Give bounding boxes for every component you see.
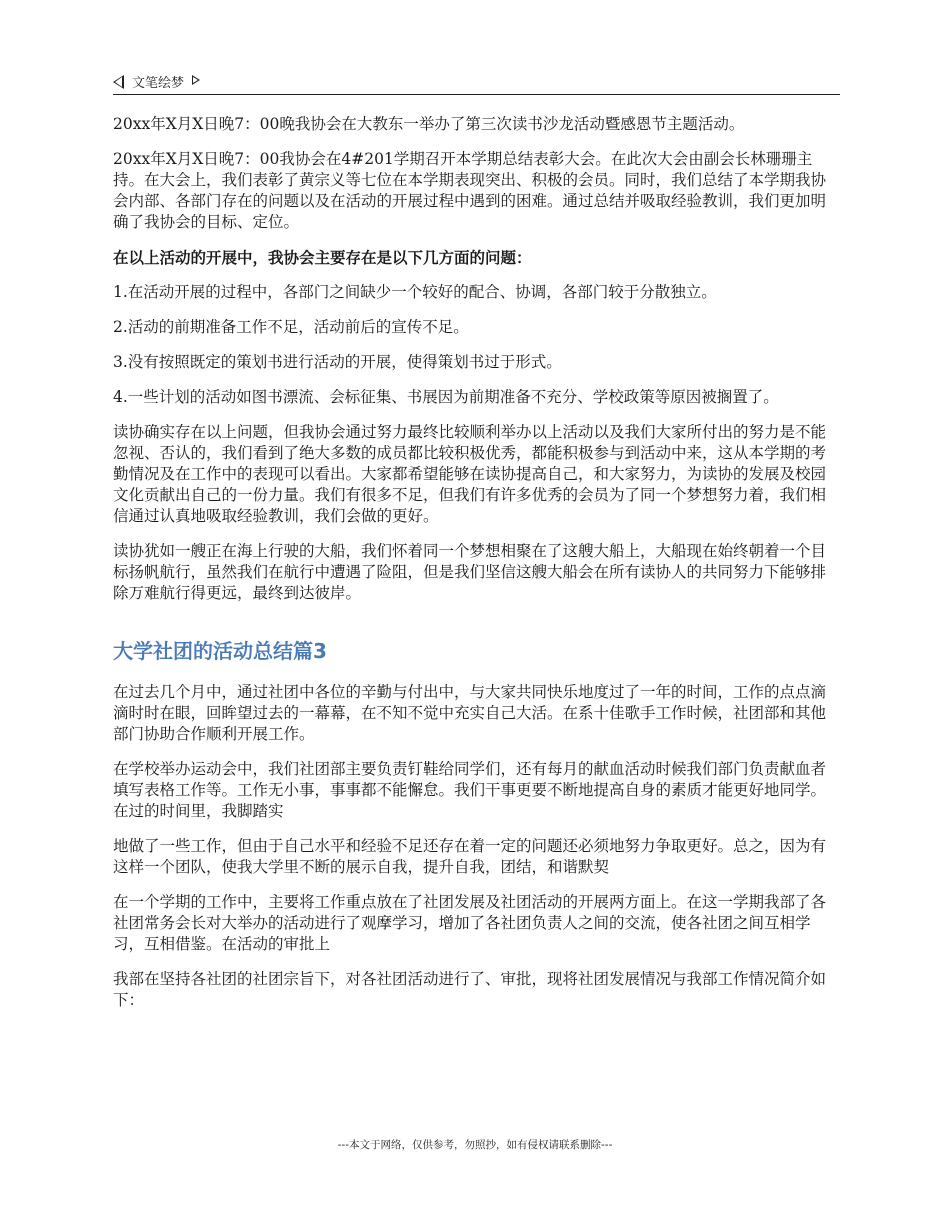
section-title: 大学社团的活动总结篇3 — [113, 639, 327, 663]
page-header — [113, 70, 840, 95]
issue-item: 1.在活动开展的过程中，各部门之间缺少一个较好的配合、协调，各部门较于分散独立。 — [113, 283, 717, 301]
brand-text: 文笔绘梦 — [132, 76, 185, 91]
paragraph: 20xx年X月X日晚7：00晚我协会在大教东一举办了第三次读书沙龙活动暨感恩节主题活动。 — [113, 115, 745, 133]
paragraph: 我部在坚持各社团的社团宗旨下，对各社团活动进行了、审批，现将社团发展情况与我部工作情况简介如下： — [113, 970, 827, 1009]
paragraph: 读协犹如一艘正在海上行驶的大船，我们怀着同一个梦想相聚在了这艘大船上，大船现在始终朝着一个目标扬帆航行，虽然我们在航行中遭遇了险阻，但是我们坚信这艘大船会在所有读协人的共同努力下能够排除万难航行得更远，最终到达彼岸。 — [113, 542, 827, 602]
issue-item: 3.没有按照既定的策划书进行活动的开展，使得策划书过于形式。 — [113, 353, 562, 371]
issues-heading: 在以上活动的开展中，我协会主要存在是以下几方面的问题： — [113, 248, 532, 267]
paragraph: 地做了一些工作，但由于自己水平和经验不足还存在着一定的问题还必须地努力争取更好。总之，因为有这样一个团队，使我大学里不断的展示自我，提升自我，团结，和谐默契 — [113, 837, 827, 876]
issue-item: 4.一些计划的活动如图书漂流、会标征集、书展因为前期准备不充分、学校政策等原因被搁置了。 — [113, 388, 779, 406]
paragraph: 在一个学期的工作中，主要将工作重点放在了社团发展及社团活动的开展两方面上。在这一学期我部了各社团常务会长对大举办的活动进行了观摩学习，增加了各社团负责人之间的交流，使各社团之间互相学习，互相借鉴。在活动的审批上 — [113, 893, 827, 953]
paragraph: 读协确实存在以上问题，但我协会通过努力最终比较顺利举办以上活动以及我们大家所付出的努力是不能忽视、否认的，我们看到了绝大多数的成员都比较积极优秀，都能积极参与到活动中来，这从本学期的考勤情况及在工作中的表现可以看出。大家都希望能够在读协提高自己，和大家努力，为读协的发展及校园文化贡献出自己的一份力量。我们有很多不足，但我们有许多优秀的会员为了同一个梦想努力着，我们相信通过认真地吸取经验教训，我们会做的更好。 — [113, 423, 827, 525]
document-body — [113, 114, 840, 1025]
header-brand — [113, 72, 200, 91]
paragraph: 20xx年X月X日晚7：00我协会在4#201学期召开本学期总结表彰大会。在此次大会由副会长林珊珊主持。在大会上，我们表彰了黄宗义等七位在本学期表现突出、积极的会员。同时，我们总结了本学期我协会内部、各部门存在的问题以及在活动的开展过程中遇到的困难。通过总结并吸取经验教训，我们更加明确了我协会的目标、定位。 — [113, 150, 827, 231]
paragraph: 在学校举办运动会中，我们社团部主要负责钉鞋给同学们，还有每月的献血活动时候我们部门负责献血者填写表格工作等。工作无小事，事事都不能懈怠。我们干事更要不断地提高自身的素质才能更好地同学。在过的时间里，我脚踏实 — [113, 760, 827, 820]
paragraph: 在过去几个月中，通过社团中各位的辛勤与付出中，与大家共同快乐地度过了一年的时间，工作的点点滴滴时时在眼，回眸望过去的一幕幕，在不知不觉中充实自己大活。在系十佳歌手工作时候，社团部和其他部门协助合作顺利开展工作。 — [113, 683, 827, 743]
issue-item: 2.活动的前期准备工作不足，活动前后的宣传不足。 — [113, 318, 469, 336]
triangle-left-icon — [113, 75, 124, 89]
page-footer: ---本文于网络，仅供参考，勿照抄，如有侵权请联系删除--- — [337, 1139, 613, 1151]
triangle-right-icon — [192, 75, 200, 85]
